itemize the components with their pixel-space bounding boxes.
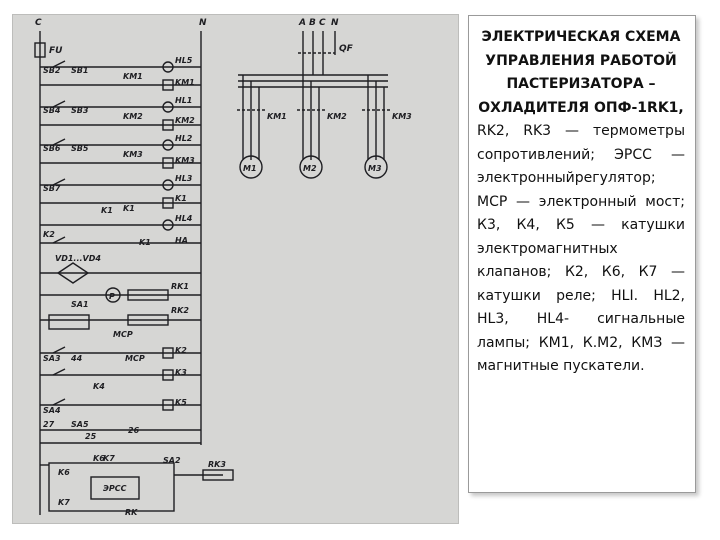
coil-label: RK1 — [171, 282, 189, 291]
coil-label: K1 — [175, 194, 187, 203]
scheme-legend-text: RK2, RK3 — термометры сопротивлений; ЭРСС — электронныйрегулятор; МСР — электронный мост; К3, К4, К5 — катушки электромагнитных клапанов; К2, К6, К7 — катушки реле; HLI. HL2, HL3, HL4- сигнальные лампы; КМ1, К.М2, КМЗ — магнитные пускатели. — [477, 123, 685, 374]
rail-label: K7 — [58, 498, 70, 507]
coil-label: RK2 — [171, 306, 189, 315]
coil-label: SA2 — [163, 456, 181, 465]
rail-label: 27 — [43, 420, 55, 429]
contact-label: P — [109, 292, 115, 301]
contactor-label: KM3 — [392, 112, 412, 121]
contact-label: K1 — [139, 238, 151, 247]
coil-label: HL4 — [175, 214, 193, 223]
rail-label: K6 — [93, 454, 105, 463]
rail-label: SA5 — [71, 420, 89, 429]
rail-label: SB5 — [71, 144, 89, 153]
bus-label: C — [35, 18, 42, 28]
switch-label: QF — [339, 44, 353, 54]
rail-label: SB7 — [43, 184, 61, 193]
coil-label: RK3 — [208, 460, 226, 469]
rail-label: SB2 — [43, 66, 61, 75]
rail-label: K1 — [101, 206, 113, 215]
rail-label: SA3 — [43, 354, 61, 363]
contact-label: ЭРСС — [103, 484, 127, 493]
rail-label: VD1...VD4 — [55, 254, 101, 263]
rail-label: K2 — [43, 230, 55, 239]
coil-label: K2 — [175, 346, 187, 355]
switch-label: FU — [49, 46, 63, 56]
rail-label: SB6 — [43, 144, 61, 153]
bus-label: N — [199, 18, 207, 28]
coil-label: HL5 — [175, 56, 193, 65]
rail-label: 25 — [85, 432, 97, 441]
rail-label: SA1 — [71, 300, 89, 309]
contact-label: MCP — [125, 354, 145, 363]
rail-label: 44 — [71, 354, 83, 363]
coil-label: HL3 — [175, 174, 193, 183]
coil-label: K3 — [175, 368, 187, 377]
rail-label: K7 — [103, 454, 115, 463]
contact-label: K1 — [123, 204, 135, 213]
bus-label: B — [309, 18, 316, 28]
rail-label: K4 — [93, 382, 105, 391]
coil-label: HA — [175, 236, 188, 245]
coil-label: 26 — [128, 426, 140, 435]
coil-label: K5 — [175, 398, 187, 407]
motor-label: M2 — [303, 164, 317, 173]
coil-label: HL2 — [175, 134, 193, 143]
scheme-drawing — [13, 15, 458, 523]
contactor-label: KM1 — [267, 112, 287, 121]
description-box — [468, 15, 696, 493]
electrical-scheme — [12, 14, 459, 524]
rail-label: SB4 — [43, 106, 61, 115]
rail-label: SB1 — [71, 66, 89, 75]
coil-label: RK — [125, 508, 138, 517]
motor-label: M1 — [243, 164, 257, 173]
contact-label: KM2 — [123, 112, 143, 121]
coil-label: HL1 — [175, 96, 193, 105]
contact-label: KM1 — [123, 72, 143, 81]
contact-label: KM3 — [123, 150, 143, 159]
bus-label: C — [319, 18, 326, 28]
scheme-title: ЭЛЕКТРИЧЕСКАЯ СХЕМА УПРАВЛЕНИЯ РАБОТОЙ ПАСТЕРИЗАТОРА – ОХЛАДИТЕЛЯ ОПФ-1RK1, — [478, 29, 684, 116]
rail-label: SB3 — [71, 106, 89, 115]
coil-label: KM2 — [175, 116, 195, 125]
coil-label: KM1 — [175, 78, 195, 87]
coil-label: KM3 — [175, 156, 195, 165]
bus-label: A — [299, 18, 306, 28]
contactor-label: KM2 — [327, 112, 347, 121]
contact-label: MCP — [113, 330, 133, 339]
bus-label: N — [331, 18, 339, 28]
rail-label: SA4 — [43, 406, 61, 415]
rail-label: K6 — [58, 468, 70, 477]
motor-label: M3 — [368, 164, 382, 173]
